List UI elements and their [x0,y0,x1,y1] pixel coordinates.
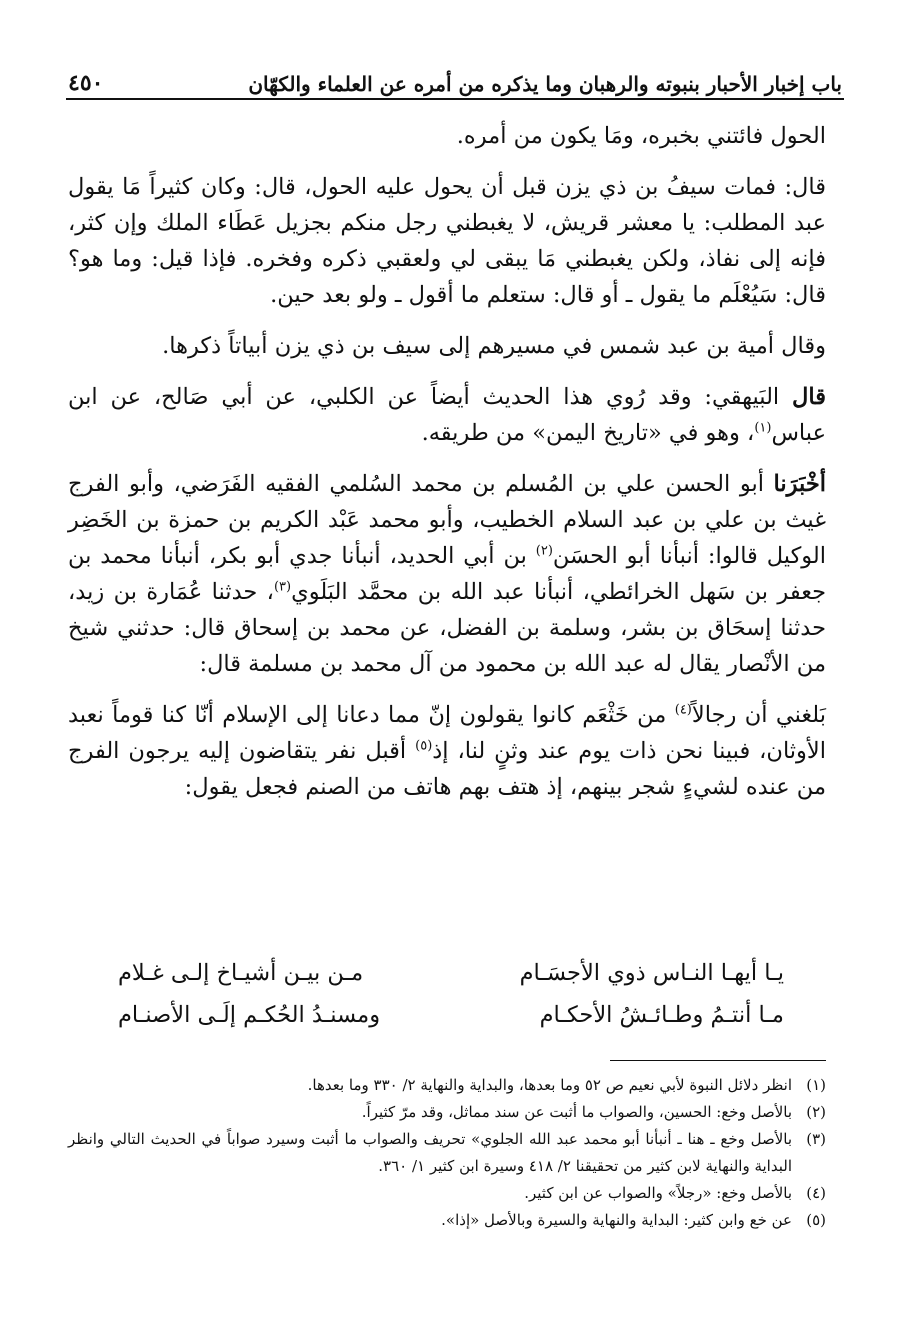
footnote-text: بالأصل وخع ـ هنا ـ أنبأنا أبو محمد عبد الله الجلوي» تحريف والصواب ما أثبت وسيرد صواباً في الحديث التالي وانظر البداية والنهاية لابن كثير من تحقيقنا ٢/ ٤١٨ وسيرة ابن كثير ١/ ٣٦٠. [68,1130,792,1175]
paragraph-text: بَلغني أن رجالاً [691,702,826,728]
footnote-number: (٣) [806,1130,826,1148]
poem-verse [118,952,784,994]
footnote-text: بالأصل وخع: الحسين، والصواب ما أثبت عن سند مماثل، وقد مرّ كثيراً. [361,1103,792,1121]
footnote-number: (٢) [806,1103,826,1121]
footnote [68,1180,826,1207]
footnote-number: (٤) [806,1184,826,1202]
paragraph-text: من خَثْعَم كانوا يقولون إنّ مما دعانا إلى الإسلام أنّا كنا قوماً نعبد الأوثان، فبينا نحن ذات يوم عند وثنٍ لنا، إذ [68,702,827,764]
paragraph-text: أقبل نفر يتقاضون إليه يرجون الفرج من عنده لشيءٍ شجر بينهم، إذ هتف بهم هاتف من الصنم فجعل يقول: [68,738,826,800]
paragraph-text: ، حدثنا عُمَارة بن زيد، حدثنا إسحَاق بن بشر، وسلمة بن الفضل، عن محمد بن إسحاق قال: حدثني شيخ من الأنْصار يقال له عبد الله بن محمود من آل محمد بن مسلمة قال: [68,579,826,677]
footnote-separator [610,1060,826,1061]
footnote [68,1126,826,1180]
footnote-ref: (٢) [535,543,553,559]
footnote [68,1099,826,1126]
paragraph-3 [68,328,826,364]
chapter-title: باب إخبار الأحبار بنبوته والرهبان وما يذكره من أمره عن العلماء والكهّان [248,72,842,96]
paragraph-text: الحول فائتني بخبره، ومَا يكون من أمره. [456,123,826,149]
footnote-text: انظر دلائل النبوة لأبي نعيم ص ٥٢ وما بعدها، والبداية والنهاية ٢/ ٣٣٠ وما بعدها. [307,1076,792,1094]
footnote-ref: (١) [754,420,772,436]
poem-first-hemistich: مـا أنتـمُ وطـائـشُ الأحكـام [539,1002,784,1028]
poem-verse [118,994,784,1036]
footnote-number: (١) [806,1076,826,1094]
page-number: ٤٥٠ [68,70,104,96]
paragraph-text: أبو الحسن علي بن المُسلم بن محمد السُلمي الفقيه الفَرَضي، وأبو الفرج غيث بن علي بن عبد السلام الخطيب، وأبو محمد عَبْد الكريم بن حمزة بن الخَضِر الوكيل قالوا: أنبأنا أبو الحسَن [68,471,827,569]
paragraph-lead-word: قال [792,384,826,410]
paragraph-text: وقال أمية بن عبد شمس في مسيرهم إلى سيف بن ذي يزن أبياتاً ذكرها. [162,333,826,359]
header-rule [66,98,844,100]
footnote [68,1072,826,1099]
paragraph-text: بن أبي الحديد، أنبأنا جدي أبو بكر، أنبأنا محمد بن جعفر بن سَهل الخرائطي، أنبأنا عبد الله بن محمَّد البَلَوي [68,543,826,605]
poem [118,952,784,1036]
paragraph-1 [68,118,826,154]
footnote-text: عن خع وابن كثير: البداية والنهاية والسيرة وبالأصل «إذا». [441,1211,792,1229]
footnote-ref: (٥) [415,738,433,754]
footnote-number: (٥) [806,1211,826,1229]
paragraph-5 [68,466,826,682]
paragraph-text: البَيهقي: وقد رُوي هذا الحديث أيضاً عن الكلبي، عن أبي صَالح، عن ابن عباس [68,384,826,446]
footnote [68,1207,826,1234]
poem-second-hemistich: ومسنـدُ الحُكـم إلَـى الأصنـام [118,1002,381,1028]
paragraph-6 [68,697,826,805]
footnote-text: بالأصل وخع: «رجلاً» والصواب عن ابن كثير. [524,1184,792,1202]
body-text [68,118,826,818]
poem-second-hemistich: مـن بيـن أشيـاخ إلـى غـلام [118,960,364,986]
footnote-ref: (٤) [674,702,692,718]
poem-first-hemistich: يـا أيهـا النـاس ذوي الأجسَـام [519,960,784,986]
footnote-ref: (٣) [273,579,292,595]
paragraph-text: ، وهو في «تاريخ اليمن» من طريقه. [421,420,755,446]
footnotes [68,1072,826,1234]
running-header [68,56,842,96]
paragraph-2 [68,169,826,313]
paragraph-4 [68,379,826,451]
paragraph-lead-word: أخْبَرَنا [773,471,826,497]
paragraph-text: قال: فمات سيفُ بن ذي يزن قبل أن يحول عليه الحول، قال: وكان كثيراً مَا يقول عبد المطلب: يا معشر قريش، لا يغبطني رجل منكم بجزيل عَطَاء الملك وإن كثر، فإنه إلى نفاذ، ولكن يغبطني مَا يبقى لي ولعقبي ذكره وفخره. فإذا قيل: وما هو؟ قال: سَيُعْلَم ما يقول ـ أو قال: ستعلم ما أقول ـ ولو بعد حين. [68,174,826,308]
